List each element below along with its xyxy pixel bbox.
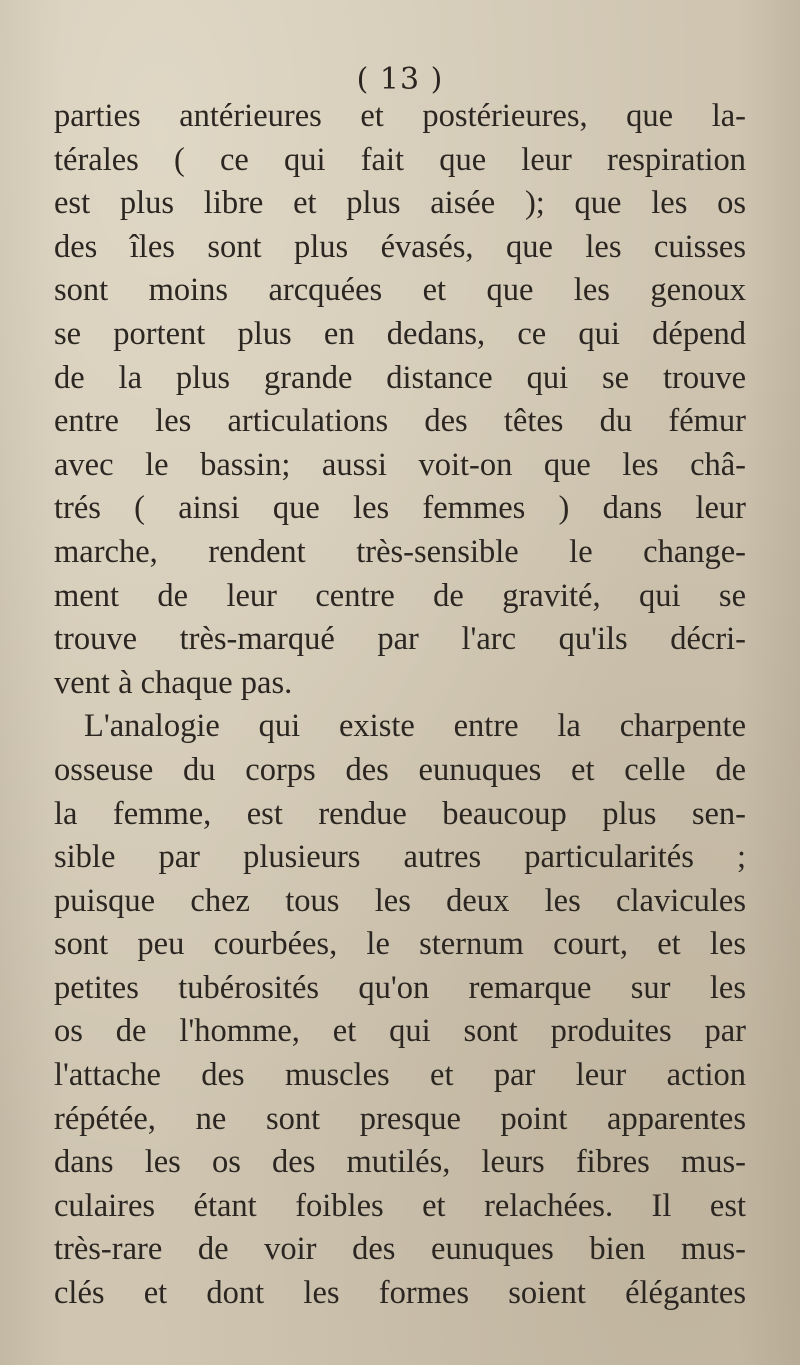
text-line: sont peu courbées, le sternum court, et les bbox=[54, 926, 746, 963]
text-line: dans les os des mutilés, leurs fibres mus- bbox=[54, 1144, 746, 1181]
text-line: entre les articulations des têtes du fémur bbox=[54, 403, 746, 440]
text-line: trés ( ainsi que les femmes ) dans leur bbox=[54, 490, 746, 527]
text-line: avec le bassin; aussi voit-on que les châ- bbox=[54, 446, 746, 483]
text-line: parties antérieures et postérieures, que la- bbox=[54, 98, 746, 134]
text-line: sont moins arcquées et que les genoux bbox=[54, 272, 746, 309]
paragraph-start-line: L'analogie qui existe entre la charpente bbox=[84, 708, 746, 745]
text-line: la femme, est rendue beaucoup plus sen- bbox=[54, 795, 746, 832]
text-line: se portent plus en dedans, ce qui dépend bbox=[54, 315, 746, 352]
text-line: os de l'homme, et qui sont produites par bbox=[54, 1013, 746, 1050]
text-line: de la plus grande distance qui se trouve bbox=[54, 359, 746, 396]
text-line: osseuse du corps des eunuques et celle de bbox=[54, 751, 746, 788]
text-line: petites tubérosités qu'on remarque sur les bbox=[54, 969, 746, 1006]
body-text bbox=[54, 95, 746, 1316]
text-line: sible par plusieurs autres particularités ; bbox=[54, 839, 746, 876]
text-line: puisque chez tous les deux les clavicules bbox=[54, 882, 746, 919]
text-line: culaires étant foibles et relachées. Il est bbox=[54, 1187, 746, 1224]
text-line: clés et dont les formes soient élégantes bbox=[54, 1275, 746, 1312]
text-line: répétée, ne sont presque point apparentes bbox=[54, 1100, 746, 1137]
text-line: trouve très-marqué par l'arc qu'ils décri- bbox=[54, 621, 746, 658]
text-line: des îles sont plus évasés, que les cuisses bbox=[54, 228, 746, 265]
text-line: ment de leur centre de gravité, qui se bbox=[54, 577, 746, 614]
text-line: l'attache des muscles et par leur action bbox=[54, 1057, 746, 1094]
paragraph-end-line: vent à chaque pas. bbox=[54, 664, 293, 701]
text-line: très-rare de voir des eunuques bien mus- bbox=[54, 1231, 746, 1268]
text-line: térales ( ce qui fait que leur respiration bbox=[54, 141, 746, 178]
page-number: ( 13 ) bbox=[356, 62, 444, 97]
text-line: est plus libre et plus aisée ); que les os bbox=[54, 185, 746, 222]
text-line: marche, rendent très-sensible le change- bbox=[54, 533, 746, 570]
